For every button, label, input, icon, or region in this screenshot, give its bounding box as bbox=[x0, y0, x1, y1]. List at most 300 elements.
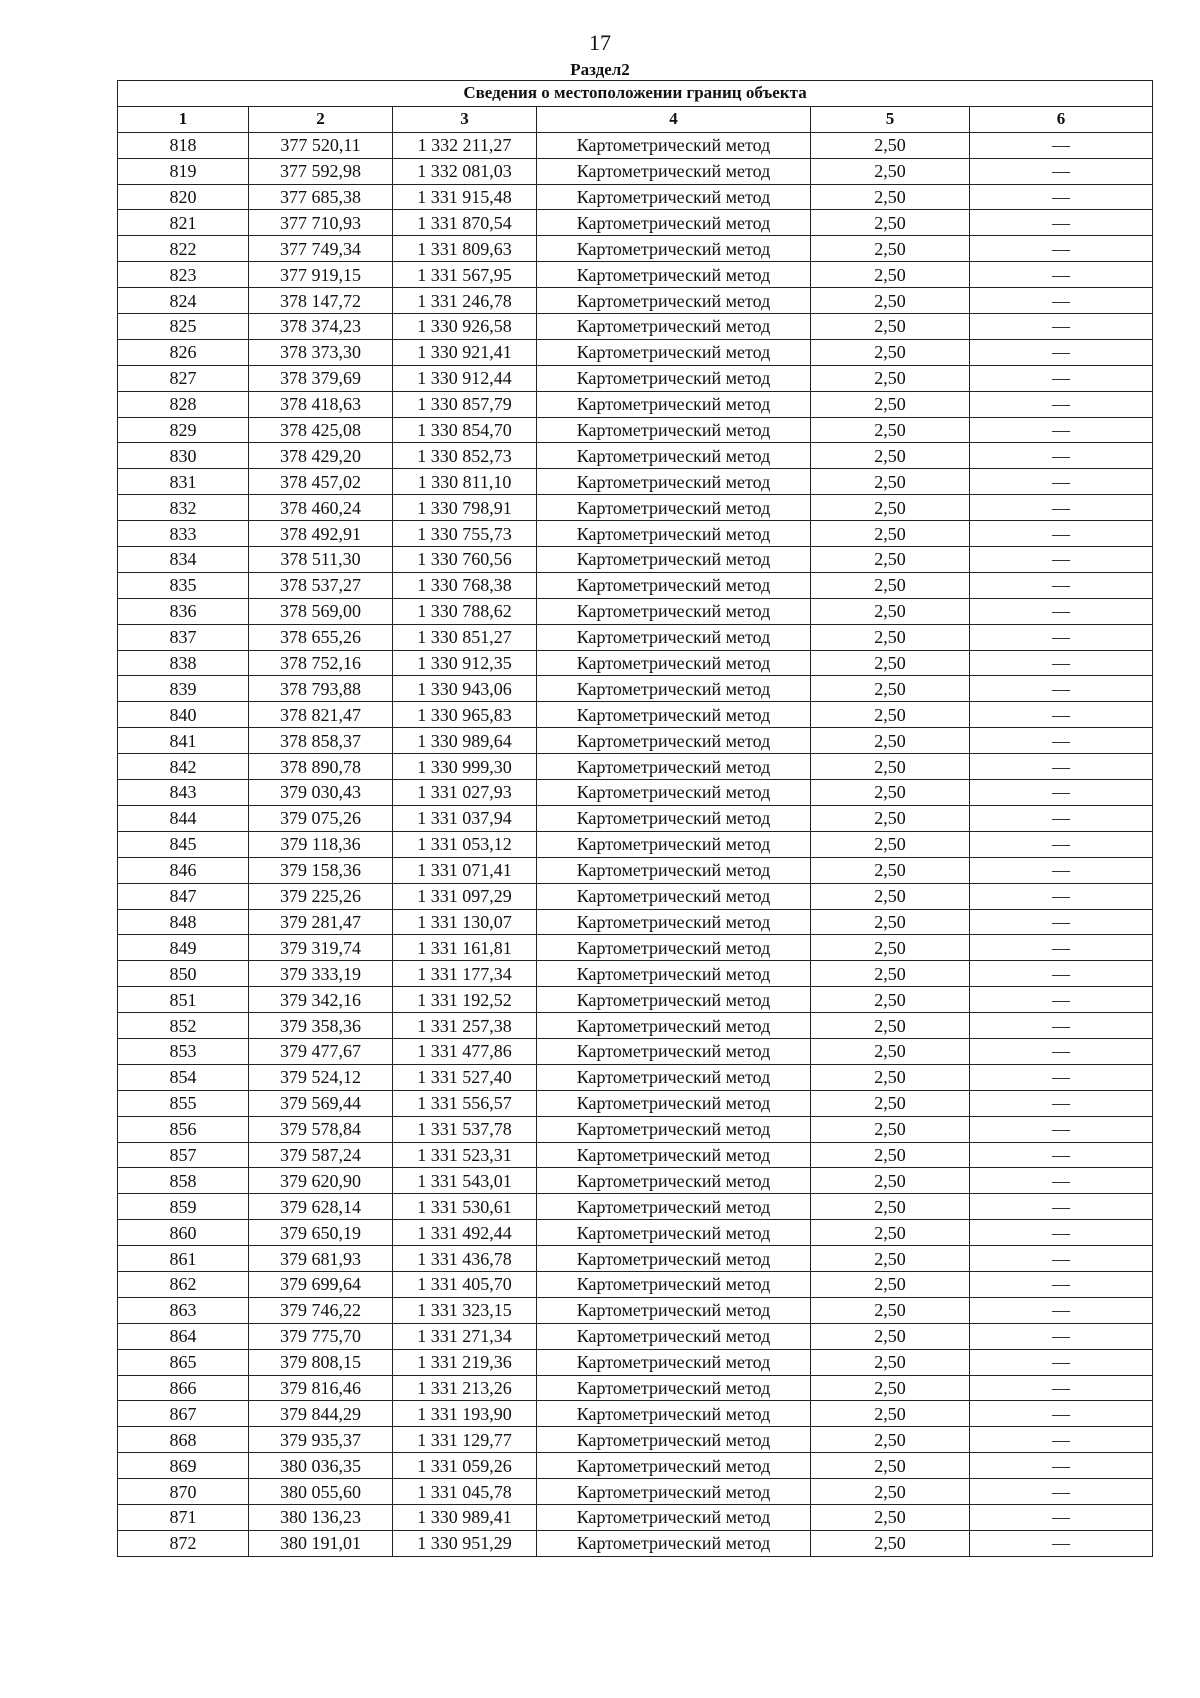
description-cell: — bbox=[970, 1194, 1153, 1220]
point-number-cell: 850 bbox=[118, 961, 249, 987]
point-number-cell: 840 bbox=[118, 702, 249, 728]
y-coordinate-cell: 1 330 943,06 bbox=[393, 676, 537, 702]
accuracy-cell: 2,50 bbox=[811, 495, 970, 521]
point-number-cell: 863 bbox=[118, 1297, 249, 1323]
table-row bbox=[118, 1349, 1153, 1375]
method-cell: Картометрический метод bbox=[537, 1142, 811, 1168]
point-number-cell: 843 bbox=[118, 780, 249, 806]
accuracy-cell: 2,50 bbox=[811, 1271, 970, 1297]
table-row bbox=[118, 236, 1153, 262]
accuracy-cell: 2,50 bbox=[811, 598, 970, 624]
method-cell: Картометрический метод bbox=[537, 1220, 811, 1246]
description-cell: — bbox=[970, 754, 1153, 780]
accuracy-cell: 2,50 bbox=[811, 262, 970, 288]
y-coordinate-cell: 1 330 851,27 bbox=[393, 624, 537, 650]
y-coordinate-cell: 1 331 027,93 bbox=[393, 780, 537, 806]
table-row bbox=[118, 417, 1153, 443]
accuracy-cell: 2,50 bbox=[811, 857, 970, 883]
table-head bbox=[118, 81, 1153, 133]
y-coordinate-cell: 1 331 193,90 bbox=[393, 1401, 537, 1427]
x-coordinate-cell: 377 685,38 bbox=[249, 184, 393, 210]
table-caption: Сведения о местоположении границ объекта bbox=[118, 81, 1153, 107]
method-cell: Картометрический метод bbox=[537, 288, 811, 314]
y-coordinate-cell: 1 331 071,41 bbox=[393, 857, 537, 883]
accuracy-cell: 2,50 bbox=[811, 676, 970, 702]
table-row bbox=[118, 158, 1153, 184]
x-coordinate-cell: 380 191,01 bbox=[249, 1530, 393, 1556]
accuracy-cell: 2,50 bbox=[811, 314, 970, 340]
accuracy-cell: 2,50 bbox=[811, 1530, 970, 1556]
x-coordinate-cell: 378 890,78 bbox=[249, 754, 393, 780]
table-row bbox=[118, 572, 1153, 598]
table-row bbox=[118, 857, 1153, 883]
method-cell: Картометрический метод bbox=[537, 676, 811, 702]
y-coordinate-cell: 1 331 037,94 bbox=[393, 805, 537, 831]
method-cell: Картометрический метод bbox=[537, 857, 811, 883]
x-coordinate-cell: 379 816,46 bbox=[249, 1375, 393, 1401]
method-cell: Картометрический метод bbox=[537, 831, 811, 857]
table-row bbox=[118, 1323, 1153, 1349]
accuracy-cell: 2,50 bbox=[811, 210, 970, 236]
method-cell: Картометрический метод bbox=[537, 1297, 811, 1323]
table-row bbox=[118, 365, 1153, 391]
y-coordinate-cell: 1 331 053,12 bbox=[393, 831, 537, 857]
accuracy-cell: 2,50 bbox=[811, 1349, 970, 1375]
method-cell: Картометрический метод bbox=[537, 650, 811, 676]
accuracy-cell: 2,50 bbox=[811, 365, 970, 391]
x-coordinate-cell: 378 752,16 bbox=[249, 650, 393, 676]
x-coordinate-cell: 378 858,37 bbox=[249, 728, 393, 754]
table-row bbox=[118, 443, 1153, 469]
x-coordinate-cell: 378 655,26 bbox=[249, 624, 393, 650]
method-cell: Картометрический метод bbox=[537, 883, 811, 909]
table-row bbox=[118, 1064, 1153, 1090]
x-coordinate-cell: 379 620,90 bbox=[249, 1168, 393, 1194]
y-coordinate-cell: 1 331 809,63 bbox=[393, 236, 537, 262]
accuracy-cell: 2,50 bbox=[811, 417, 970, 443]
description-cell: — bbox=[970, 314, 1153, 340]
accuracy-cell: 2,50 bbox=[811, 909, 970, 935]
point-number-cell: 844 bbox=[118, 805, 249, 831]
description-cell: — bbox=[970, 572, 1153, 598]
x-coordinate-cell: 380 055,60 bbox=[249, 1479, 393, 1505]
table-row bbox=[118, 961, 1153, 987]
description-cell: — bbox=[970, 1038, 1153, 1064]
point-number-cell: 824 bbox=[118, 288, 249, 314]
description-cell: — bbox=[970, 495, 1153, 521]
table-body bbox=[118, 132, 1153, 1556]
point-number-cell: 869 bbox=[118, 1453, 249, 1479]
method-cell: Картометрический метод bbox=[537, 1349, 811, 1375]
table-row bbox=[118, 1013, 1153, 1039]
description-cell: — bbox=[970, 158, 1153, 184]
y-coordinate-cell: 1 330 854,70 bbox=[393, 417, 537, 443]
accuracy-cell: 2,50 bbox=[811, 1297, 970, 1323]
accuracy-cell: 2,50 bbox=[811, 1090, 970, 1116]
description-cell: — bbox=[970, 391, 1153, 417]
method-cell: Картометрический метод bbox=[537, 780, 811, 806]
table-row bbox=[118, 469, 1153, 495]
y-coordinate-cell: 1 330 926,58 bbox=[393, 314, 537, 340]
x-coordinate-cell: 378 379,69 bbox=[249, 365, 393, 391]
x-coordinate-cell: 379 844,29 bbox=[249, 1401, 393, 1427]
point-number-cell: 825 bbox=[118, 314, 249, 340]
description-cell: — bbox=[970, 1323, 1153, 1349]
x-coordinate-cell: 379 569,44 bbox=[249, 1090, 393, 1116]
description-cell: — bbox=[970, 1427, 1153, 1453]
accuracy-cell: 2,50 bbox=[811, 1194, 970, 1220]
method-cell: Картометрический метод bbox=[537, 314, 811, 340]
accuracy-cell: 2,50 bbox=[811, 1038, 970, 1064]
y-coordinate-cell: 1 331 130,07 bbox=[393, 909, 537, 935]
x-coordinate-cell: 379 225,26 bbox=[249, 883, 393, 909]
y-coordinate-cell: 1 331 271,34 bbox=[393, 1323, 537, 1349]
method-cell: Картометрический метод bbox=[537, 598, 811, 624]
accuracy-cell: 2,50 bbox=[811, 1427, 970, 1453]
accuracy-cell: 2,50 bbox=[811, 624, 970, 650]
method-cell: Картометрический метод bbox=[537, 1427, 811, 1453]
page-number: 17 bbox=[589, 30, 611, 55]
description-cell: — bbox=[970, 676, 1153, 702]
table-row bbox=[118, 754, 1153, 780]
method-cell: Картометрический метод bbox=[537, 132, 811, 158]
y-coordinate-cell: 1 331 556,57 bbox=[393, 1090, 537, 1116]
point-number-cell: 861 bbox=[118, 1246, 249, 1272]
point-number-cell: 865 bbox=[118, 1349, 249, 1375]
y-coordinate-cell: 1 330 989,41 bbox=[393, 1504, 537, 1530]
point-number-cell: 829 bbox=[118, 417, 249, 443]
description-cell: — bbox=[970, 288, 1153, 314]
point-number-cell: 838 bbox=[118, 650, 249, 676]
point-number-cell: 871 bbox=[118, 1504, 249, 1530]
method-cell: Картометрический метод bbox=[537, 1453, 811, 1479]
y-coordinate-cell: 1 330 965,83 bbox=[393, 702, 537, 728]
accuracy-cell: 2,50 bbox=[811, 1116, 970, 1142]
method-cell: Картометрический метод bbox=[537, 184, 811, 210]
table-row bbox=[118, 1116, 1153, 1142]
point-number-cell: 862 bbox=[118, 1271, 249, 1297]
x-coordinate-cell: 379 524,12 bbox=[249, 1064, 393, 1090]
description-cell: — bbox=[970, 1349, 1153, 1375]
y-coordinate-cell: 1 332 211,27 bbox=[393, 132, 537, 158]
table-row bbox=[118, 262, 1153, 288]
y-coordinate-cell: 1 331 246,78 bbox=[393, 288, 537, 314]
point-number-cell: 820 bbox=[118, 184, 249, 210]
table-row bbox=[118, 132, 1153, 158]
table-row bbox=[118, 624, 1153, 650]
point-number-cell: 852 bbox=[118, 1013, 249, 1039]
point-number-cell: 839 bbox=[118, 676, 249, 702]
description-cell: — bbox=[970, 443, 1153, 469]
accuracy-cell: 2,50 bbox=[811, 702, 970, 728]
method-cell: Картометрический метод bbox=[537, 624, 811, 650]
y-coordinate-cell: 1 330 999,30 bbox=[393, 754, 537, 780]
x-coordinate-cell: 379 775,70 bbox=[249, 1323, 393, 1349]
table-row bbox=[118, 314, 1153, 340]
description-cell: — bbox=[970, 1271, 1153, 1297]
accuracy-cell: 2,50 bbox=[811, 1142, 970, 1168]
y-coordinate-cell: 1 330 798,91 bbox=[393, 495, 537, 521]
description-cell: — bbox=[970, 624, 1153, 650]
y-coordinate-cell: 1 331 045,78 bbox=[393, 1479, 537, 1505]
method-cell: Картометрический метод bbox=[537, 961, 811, 987]
x-coordinate-cell: 378 569,00 bbox=[249, 598, 393, 624]
method-cell: Картометрический метод bbox=[537, 572, 811, 598]
accuracy-cell: 2,50 bbox=[811, 547, 970, 573]
accuracy-cell: 2,50 bbox=[811, 1504, 970, 1530]
y-coordinate-cell: 1 330 788,62 bbox=[393, 598, 537, 624]
accuracy-cell: 2,50 bbox=[811, 780, 970, 806]
y-coordinate-cell: 1 331 405,70 bbox=[393, 1271, 537, 1297]
point-number-cell: 868 bbox=[118, 1427, 249, 1453]
table-row bbox=[118, 184, 1153, 210]
y-coordinate-cell: 1 330 852,73 bbox=[393, 443, 537, 469]
accuracy-cell: 2,50 bbox=[811, 805, 970, 831]
point-number-cell: 826 bbox=[118, 339, 249, 365]
point-number-cell: 834 bbox=[118, 547, 249, 573]
method-cell: Картометрический метод bbox=[537, 1246, 811, 1272]
point-number-cell: 860 bbox=[118, 1220, 249, 1246]
x-coordinate-cell: 377 592,98 bbox=[249, 158, 393, 184]
y-coordinate-cell: 1 331 192,52 bbox=[393, 987, 537, 1013]
x-coordinate-cell: 378 425,08 bbox=[249, 417, 393, 443]
method-cell: Картометрический метод bbox=[537, 909, 811, 935]
table-row bbox=[118, 780, 1153, 806]
column-number-row bbox=[118, 106, 1153, 132]
boundary-coordinates-table bbox=[117, 80, 1153, 1557]
method-cell: Картометрический метод bbox=[537, 1271, 811, 1297]
method-cell: Картометрический метод bbox=[537, 1530, 811, 1556]
y-coordinate-cell: 1 331 477,86 bbox=[393, 1038, 537, 1064]
table-row bbox=[118, 1194, 1153, 1220]
y-coordinate-cell: 1 331 543,01 bbox=[393, 1168, 537, 1194]
y-coordinate-cell: 1 330 912,35 bbox=[393, 650, 537, 676]
accuracy-cell: 2,50 bbox=[811, 1375, 970, 1401]
description-cell: — bbox=[970, 262, 1153, 288]
point-number-cell: 830 bbox=[118, 443, 249, 469]
accuracy-cell: 2,50 bbox=[811, 1479, 970, 1505]
column-header: 4 bbox=[537, 106, 811, 132]
accuracy-cell: 2,50 bbox=[811, 158, 970, 184]
method-cell: Картометрический метод bbox=[537, 469, 811, 495]
x-coordinate-cell: 377 749,34 bbox=[249, 236, 393, 262]
table-row bbox=[118, 805, 1153, 831]
table-row bbox=[118, 1530, 1153, 1556]
x-coordinate-cell: 378 373,30 bbox=[249, 339, 393, 365]
point-number-cell: 822 bbox=[118, 236, 249, 262]
table-row bbox=[118, 1453, 1153, 1479]
point-number-cell: 821 bbox=[118, 210, 249, 236]
table-row bbox=[118, 1401, 1153, 1427]
description-cell: — bbox=[970, 521, 1153, 547]
point-number-cell: 823 bbox=[118, 262, 249, 288]
accuracy-cell: 2,50 bbox=[811, 883, 970, 909]
description-cell: — bbox=[970, 909, 1153, 935]
point-number-cell: 835 bbox=[118, 572, 249, 598]
x-coordinate-cell: 380 136,23 bbox=[249, 1504, 393, 1530]
description-cell: — bbox=[970, 1375, 1153, 1401]
description-cell: — bbox=[970, 935, 1153, 961]
table-row bbox=[118, 1168, 1153, 1194]
point-number-cell: 845 bbox=[118, 831, 249, 857]
description-cell: — bbox=[970, 857, 1153, 883]
description-cell: — bbox=[970, 132, 1153, 158]
accuracy-cell: 2,50 bbox=[811, 987, 970, 1013]
column-header: 5 bbox=[811, 106, 970, 132]
y-coordinate-cell: 1 330 768,38 bbox=[393, 572, 537, 598]
table-row bbox=[118, 1142, 1153, 1168]
method-cell: Картометрический метод bbox=[537, 495, 811, 521]
x-coordinate-cell: 378 374,23 bbox=[249, 314, 393, 340]
x-coordinate-cell: 379 746,22 bbox=[249, 1297, 393, 1323]
description-cell: — bbox=[970, 598, 1153, 624]
table-row bbox=[118, 547, 1153, 573]
accuracy-cell: 2,50 bbox=[811, 1168, 970, 1194]
x-coordinate-cell: 379 578,84 bbox=[249, 1116, 393, 1142]
y-coordinate-cell: 1 331 492,44 bbox=[393, 1220, 537, 1246]
accuracy-cell: 2,50 bbox=[811, 1453, 970, 1479]
point-number-cell: 857 bbox=[118, 1142, 249, 1168]
point-number-cell: 849 bbox=[118, 935, 249, 961]
point-number-cell: 858 bbox=[118, 1168, 249, 1194]
y-coordinate-cell: 1 330 760,56 bbox=[393, 547, 537, 573]
method-cell: Картометрический метод bbox=[537, 443, 811, 469]
description-cell: — bbox=[970, 1401, 1153, 1427]
method-cell: Картометрический метод bbox=[537, 1504, 811, 1530]
description-cell: — bbox=[970, 831, 1153, 857]
description-cell: — bbox=[970, 650, 1153, 676]
description-cell: — bbox=[970, 1246, 1153, 1272]
point-number-cell: 847 bbox=[118, 883, 249, 909]
table-row bbox=[118, 1375, 1153, 1401]
accuracy-cell: 2,50 bbox=[811, 831, 970, 857]
point-number-cell: 856 bbox=[118, 1116, 249, 1142]
method-cell: Картометрический метод bbox=[537, 1064, 811, 1090]
x-coordinate-cell: 379 030,43 bbox=[249, 780, 393, 806]
description-cell: — bbox=[970, 1504, 1153, 1530]
table-row bbox=[118, 909, 1153, 935]
description-cell: — bbox=[970, 1168, 1153, 1194]
table-row bbox=[118, 987, 1153, 1013]
method-cell: Картометрический метод bbox=[537, 1090, 811, 1116]
x-coordinate-cell: 379 699,64 bbox=[249, 1271, 393, 1297]
column-header: 3 bbox=[393, 106, 537, 132]
description-cell: — bbox=[970, 417, 1153, 443]
method-cell: Картометрический метод bbox=[537, 339, 811, 365]
y-coordinate-cell: 1 331 567,95 bbox=[393, 262, 537, 288]
x-coordinate-cell: 379 650,19 bbox=[249, 1220, 393, 1246]
accuracy-cell: 2,50 bbox=[811, 1323, 970, 1349]
y-coordinate-cell: 1 332 081,03 bbox=[393, 158, 537, 184]
x-coordinate-cell: 379 118,36 bbox=[249, 831, 393, 857]
table-row bbox=[118, 883, 1153, 909]
description-cell: — bbox=[970, 1220, 1153, 1246]
table-row bbox=[118, 495, 1153, 521]
y-coordinate-cell: 1 331 097,29 bbox=[393, 883, 537, 909]
description-cell: — bbox=[970, 1013, 1153, 1039]
caption-row bbox=[118, 81, 1153, 107]
x-coordinate-cell: 378 418,63 bbox=[249, 391, 393, 417]
accuracy-cell: 2,50 bbox=[811, 728, 970, 754]
accuracy-cell: 2,50 bbox=[811, 469, 970, 495]
y-coordinate-cell: 1 331 870,54 bbox=[393, 210, 537, 236]
point-number-cell: 831 bbox=[118, 469, 249, 495]
description-cell: — bbox=[970, 1530, 1153, 1556]
table-row bbox=[118, 391, 1153, 417]
method-cell: Картометрический метод bbox=[537, 935, 811, 961]
method-cell: Картометрический метод bbox=[537, 1168, 811, 1194]
description-cell: — bbox=[970, 210, 1153, 236]
description-cell: — bbox=[970, 184, 1153, 210]
table-row bbox=[118, 676, 1153, 702]
x-coordinate-cell: 378 793,88 bbox=[249, 676, 393, 702]
table-row bbox=[118, 1090, 1153, 1116]
table-row bbox=[118, 650, 1153, 676]
table-row bbox=[118, 1271, 1153, 1297]
method-cell: Картометрический метод bbox=[537, 1401, 811, 1427]
x-coordinate-cell: 379 587,24 bbox=[249, 1142, 393, 1168]
y-coordinate-cell: 1 330 912,44 bbox=[393, 365, 537, 391]
accuracy-cell: 2,50 bbox=[811, 339, 970, 365]
table-row bbox=[118, 831, 1153, 857]
method-cell: Картометрический метод bbox=[537, 1194, 811, 1220]
x-coordinate-cell: 378 492,91 bbox=[249, 521, 393, 547]
table-row bbox=[118, 1504, 1153, 1530]
point-number-cell: 832 bbox=[118, 495, 249, 521]
x-coordinate-cell: 378 537,27 bbox=[249, 572, 393, 598]
method-cell: Картометрический метод bbox=[537, 702, 811, 728]
y-coordinate-cell: 1 331 436,78 bbox=[393, 1246, 537, 1272]
description-cell: — bbox=[970, 1479, 1153, 1505]
method-cell: Картометрический метод bbox=[537, 547, 811, 573]
y-coordinate-cell: 1 331 537,78 bbox=[393, 1116, 537, 1142]
x-coordinate-cell: 377 520,11 bbox=[249, 132, 393, 158]
y-coordinate-cell: 1 331 177,34 bbox=[393, 961, 537, 987]
y-coordinate-cell: 1 330 951,29 bbox=[393, 1530, 537, 1556]
description-cell: — bbox=[970, 987, 1153, 1013]
y-coordinate-cell: 1 331 059,26 bbox=[393, 1453, 537, 1479]
x-coordinate-cell: 379 935,37 bbox=[249, 1427, 393, 1453]
point-number-cell: 828 bbox=[118, 391, 249, 417]
method-cell: Картометрический метод bbox=[537, 728, 811, 754]
x-coordinate-cell: 378 511,30 bbox=[249, 547, 393, 573]
method-cell: Картометрический метод bbox=[537, 1323, 811, 1349]
accuracy-cell: 2,50 bbox=[811, 184, 970, 210]
x-coordinate-cell: 379 281,47 bbox=[249, 909, 393, 935]
description-cell: — bbox=[970, 780, 1153, 806]
point-number-cell: 854 bbox=[118, 1064, 249, 1090]
accuracy-cell: 2,50 bbox=[811, 288, 970, 314]
table-row bbox=[118, 210, 1153, 236]
method-cell: Картометрический метод bbox=[537, 158, 811, 184]
accuracy-cell: 2,50 bbox=[811, 572, 970, 598]
column-header: 2 bbox=[249, 106, 393, 132]
y-coordinate-cell: 1 331 219,36 bbox=[393, 1349, 537, 1375]
x-coordinate-cell: 379 808,15 bbox=[249, 1349, 393, 1375]
x-coordinate-cell: 379 342,16 bbox=[249, 987, 393, 1013]
point-number-cell: 853 bbox=[118, 1038, 249, 1064]
y-coordinate-cell: 1 331 523,31 bbox=[393, 1142, 537, 1168]
y-coordinate-cell: 1 331 530,61 bbox=[393, 1194, 537, 1220]
description-cell: — bbox=[970, 547, 1153, 573]
description-cell: — bbox=[970, 365, 1153, 391]
y-coordinate-cell: 1 331 161,81 bbox=[393, 935, 537, 961]
accuracy-cell: 2,50 bbox=[811, 1401, 970, 1427]
method-cell: Картометрический метод bbox=[537, 236, 811, 262]
description-cell: — bbox=[970, 1453, 1153, 1479]
description-cell: — bbox=[970, 883, 1153, 909]
y-coordinate-cell: 1 331 915,48 bbox=[393, 184, 537, 210]
